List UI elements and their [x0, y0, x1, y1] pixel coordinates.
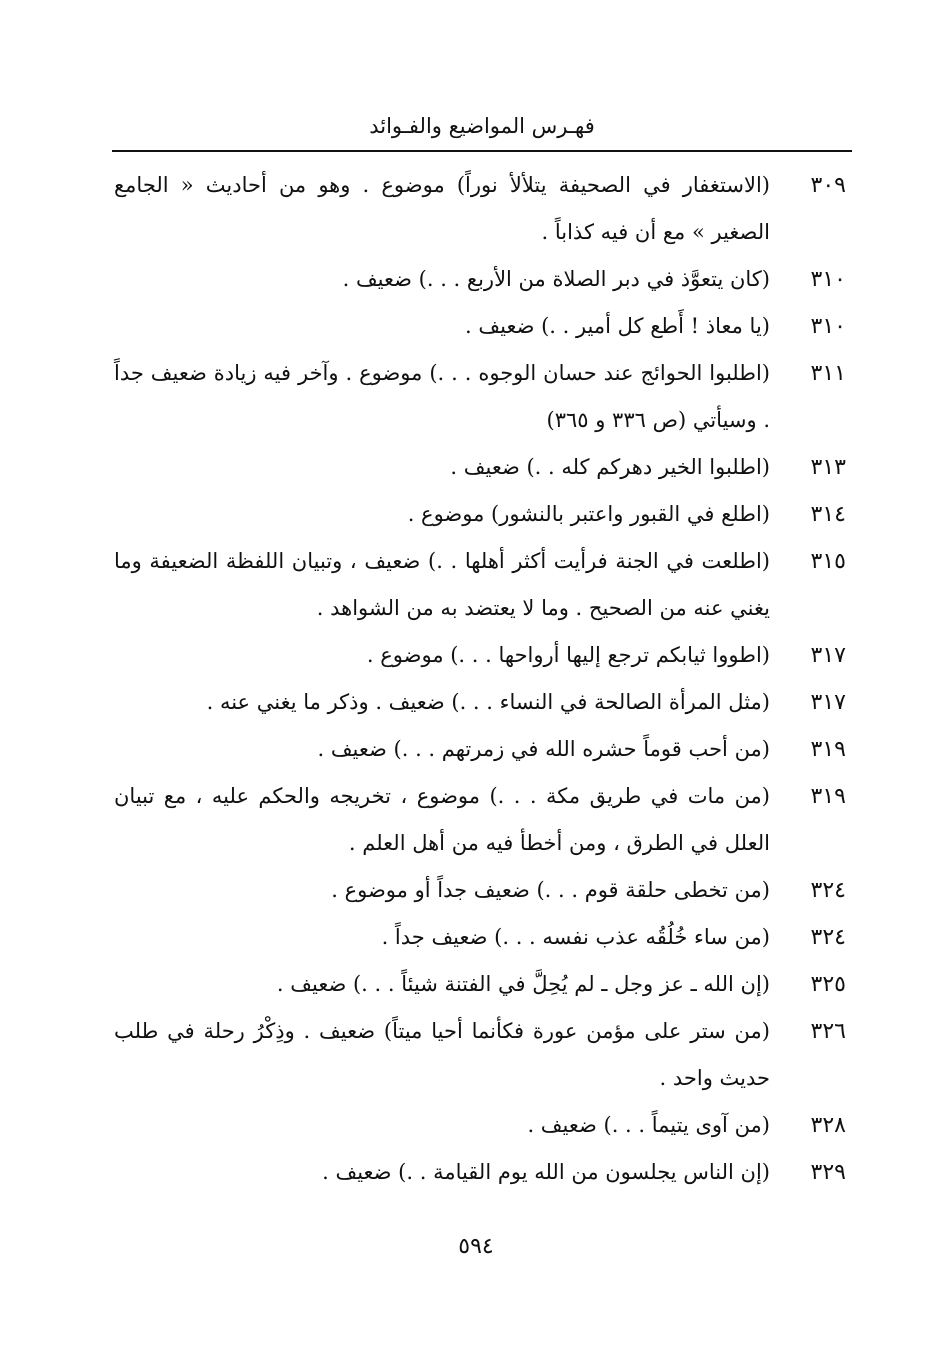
- index-entry: [110, 1102, 852, 1149]
- entry-page-number: ٣١٩: [810, 737, 846, 762]
- header-rule: [112, 150, 852, 152]
- index-entry: [110, 303, 852, 350]
- running-header: فهـرس المواضيع والفـوائد: [369, 114, 595, 138]
- index-entry: [110, 538, 852, 632]
- entry-page-number: ٣١٩: [810, 784, 846, 809]
- entry-text: (اطووا ثيابكم ترجع إليها أرواحها . . .) موضوع .: [366, 643, 770, 667]
- index-entry: [110, 1008, 852, 1102]
- index-entry: [110, 679, 852, 726]
- entry-page-number: ٣٢٥: [810, 972, 846, 997]
- entry-text: (يا معاذ ! أَطع كل أمير . .) ضعيف .: [465, 314, 770, 338]
- index-entry: [110, 256, 852, 303]
- entry-page-number: ٣١٧: [810, 643, 846, 668]
- entry-text: (الاستغفار في الصحيفة يتلألأ نوراً) موضوع . وهو من أحاديث « الجامع الصغير » مع أن فيه كذاباً .: [114, 173, 770, 244]
- index-entry: [110, 444, 852, 491]
- entry-text: (اطلبوا الحوائج عند حسان الوجوه . . .) موضوع . وآخر فيه زيادة ضعيف جداً . وسيأتي (ص ٣٣٦ و ٣٦٥): [114, 361, 770, 432]
- page-number: ٥٩٤: [458, 1234, 494, 1259]
- entry-text: (من مات في طريق مكة . . .) موضوع ، تخريجه والحكم عليه ، مع تبيان العلل في الطرق ، ومن أخطأ فيه من أهل العلم .: [114, 784, 770, 855]
- entry-page-number: ٣١٠: [810, 314, 846, 339]
- index-entry: [110, 961, 852, 1008]
- entry-page-number: ٣١٤: [810, 502, 846, 527]
- index-entry: [110, 162, 852, 256]
- index-entry: [110, 632, 852, 679]
- entry-page-number: ٣٢٩: [810, 1160, 846, 1185]
- entry-text: (إن الله ـ عز وجل ـ لم يُحِلَّ في الفتنة شيئاً . . .) ضعيف .: [276, 972, 770, 996]
- entry-text: (من ستر على مؤمن عورة فكأنما أحيا ميتاً) ضعيف . وذِكْرُ رحلة في طلب حديث واحد .: [114, 1019, 770, 1090]
- index-entry: [110, 773, 852, 867]
- entry-text: (اطلعت في الجنة فرأيت أكثر أهلها . .) ضعيف ، وتبيان اللفظة الضعيفة وما يغني عنه من الصحيح . وما لا يعتضد به من الشواهد .: [114, 549, 770, 620]
- index-entry: [110, 726, 852, 773]
- entry-page-number: ٣٠٩: [810, 173, 846, 198]
- entry-text: (من تخطى حلقة قوم . . .) ضعيف جداً أو موضوع .: [331, 878, 770, 902]
- entry-page-number: ٣٢٦: [810, 1019, 846, 1044]
- entry-text: (من ساء خُلُقُه عذب نفسه . . .) ضعيف جداً .: [381, 925, 770, 949]
- entry-page-number: ٣٢٤: [810, 925, 846, 950]
- entry-page-number: ٣١٥: [810, 549, 846, 574]
- index-entry: [110, 914, 852, 961]
- entry-text: (مثل المرأة الصالحة في النساء . . .) ضعيف . وذكر ما يغني عنه .: [206, 690, 770, 714]
- entry-page-number: ٣٢٨: [810, 1113, 846, 1138]
- index-entry: [110, 350, 852, 444]
- index-entry: [110, 1149, 852, 1196]
- entry-text: (من أحب قوماً حشره الله في زمرتهم . . .) ضعيف .: [317, 737, 770, 761]
- entry-page-number: ٣١٠: [810, 267, 846, 292]
- entry-text: (من آوى يتيماً . . .) ضعيف .: [527, 1113, 770, 1137]
- entry-page-number: ٣١٧: [810, 690, 846, 715]
- index-entries: [110, 162, 852, 1196]
- entry-text: (كان يتعوَّذ في دبر الصلاة من الأربع . . .) ضعيف .: [342, 267, 770, 291]
- entry-page-number: ٣١٣: [810, 455, 846, 480]
- entry-page-number: ٣٢٤: [810, 878, 846, 903]
- entry-text: (اطلبوا الخير دهركم كله . .) ضعيف .: [450, 455, 770, 479]
- entry-page-number: ٣١١: [810, 361, 846, 386]
- index-entry: [110, 867, 852, 914]
- index-entry: [110, 491, 852, 538]
- entry-text: (اطلع في القبور واعتبر بالنشور) موضوع .: [407, 502, 770, 526]
- entry-text: (إن الناس يجلسون من الله يوم القيامة . .) ضعيف .: [322, 1160, 770, 1184]
